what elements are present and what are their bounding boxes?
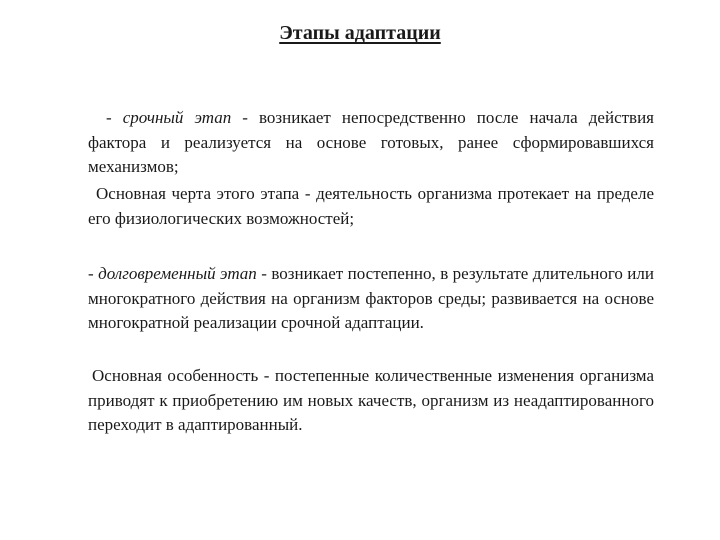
- paragraph-text: Основная черта этого этапа - деятельность организма протекает на пределе его физиологических возможностей;: [88, 184, 654, 228]
- paragraph-urgent-stage: [88, 106, 654, 180]
- paragraph-text: Основная особенность - постепенные количественные изменения организма приводят к приобретению им новых качеств, организм из неадаптированного переходит в адаптированный.: [88, 366, 654, 434]
- term-long-term-stage: долговременный этап: [98, 264, 257, 283]
- paragraph-text: - возникает непосредственно после начала действия фактора и реализуется на основе готовых, ранее сформировавшихся механизмов;: [88, 108, 654, 176]
- slide-title: Этапы адаптации: [279, 22, 441, 44]
- term-urgent-stage: срочный этап: [122, 108, 232, 127]
- paragraph-prefix: -: [88, 264, 99, 283]
- paragraph-text: - возникает постепенно, в результате длительного или многократного действия на организм факторов среды; развивается на основе многократной реализации срочной адаптации.: [88, 264, 654, 332]
- paragraph-prefix: -: [106, 108, 123, 127]
- paragraph-urgent-stage-feature: [88, 182, 654, 231]
- paragraph-long-term-stage-feature: [88, 364, 654, 438]
- paragraph-long-term-stage: [88, 262, 654, 336]
